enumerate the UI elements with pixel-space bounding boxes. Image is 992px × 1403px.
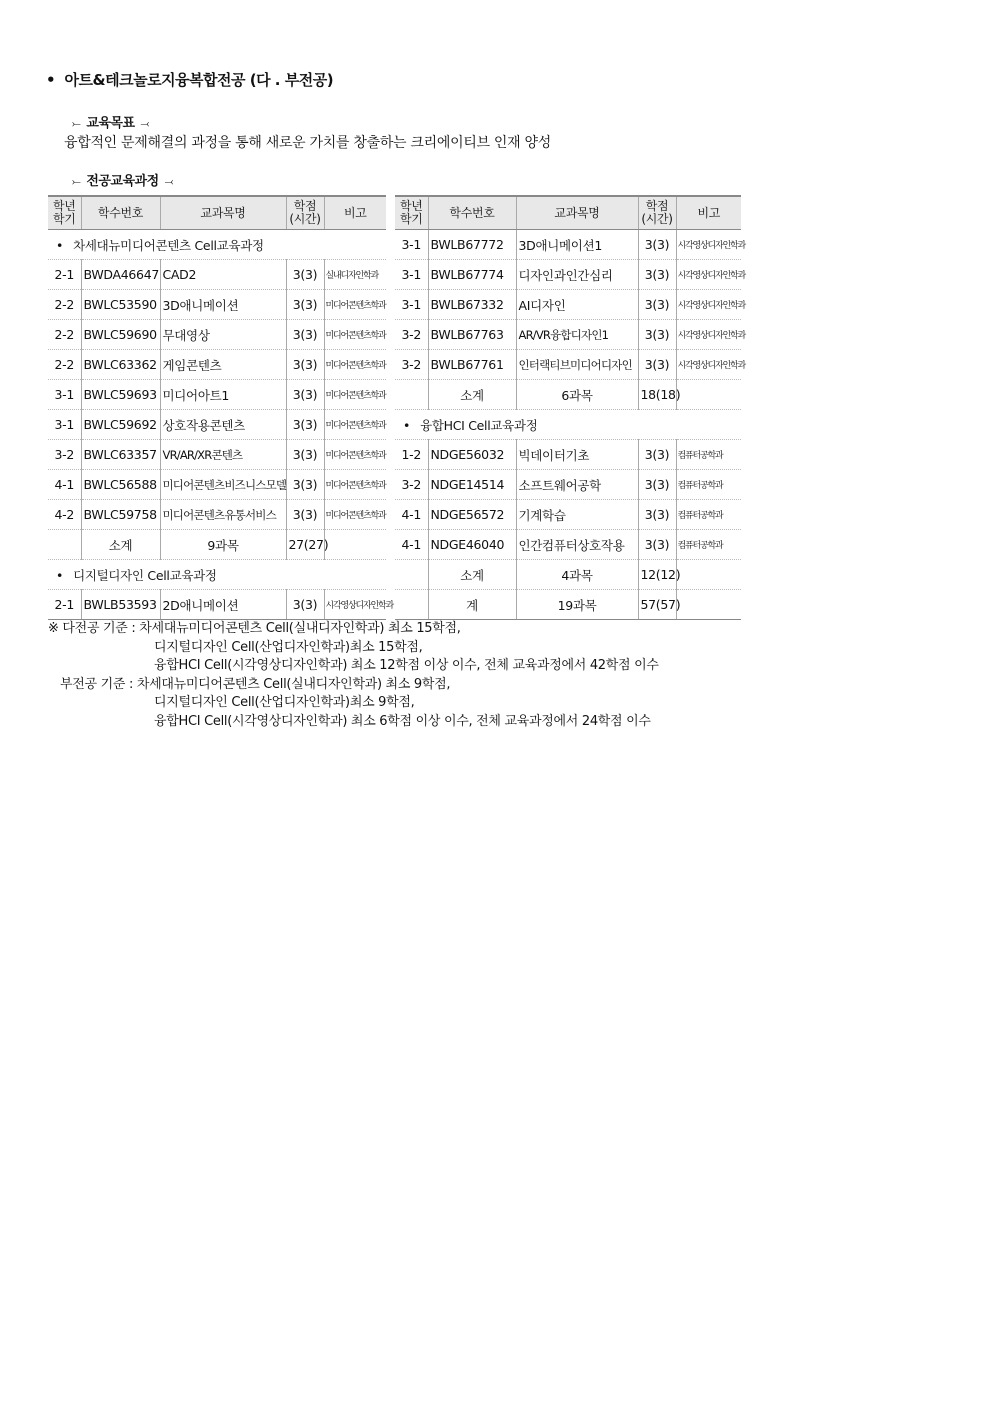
course-name-cell: 미디어콘텐츠유통서비스: [160, 500, 286, 530]
column-header: 비고: [324, 196, 386, 230]
term-cell: 3-2: [395, 320, 428, 350]
course-name-cell: VR/AR/XR콘텐츠: [160, 440, 286, 470]
course-name-cell: 디자인과인간심리: [516, 260, 638, 290]
course-row: [395, 230, 741, 260]
course-code-cell: BWLB67763: [428, 320, 516, 350]
course-name-cell: AI디자인: [516, 290, 638, 320]
course-code-cell: BWLC56588: [81, 470, 160, 500]
department-cell: 시각영상디자인학과: [676, 260, 741, 290]
group-row: [48, 560, 386, 590]
course-row: [395, 530, 741, 560]
department-cell: 미디어콘텐츠학과: [324, 440, 386, 470]
left-curriculum-table: [48, 195, 393, 620]
course-row: [48, 500, 386, 530]
term-cell: 1-2: [395, 440, 428, 470]
course-code-cell: NDGE46040: [428, 530, 516, 560]
column-header: 비고: [676, 196, 741, 230]
page-title: • 아트&테크놀로지융복합전공 (다 . 부전공): [46, 71, 334, 89]
note-line: 디지털디자인 Cell(산업디자인학과)최소 9학점,: [154, 695, 415, 710]
course-row: [395, 260, 741, 290]
credit-cell: 3(3): [638, 290, 676, 320]
course-code-cell: NDGE56032: [428, 440, 516, 470]
course-row: [48, 590, 386, 620]
department-cell: 컴퓨터공학과: [676, 440, 741, 470]
department-cell: 컴퓨터공학과: [676, 500, 741, 530]
course-row: [48, 440, 386, 470]
department-cell: 시각영상디자인학과: [676, 320, 741, 350]
department-cell: 시각영상디자인학과: [676, 290, 741, 320]
empty-cell: [676, 590, 741, 620]
credit-cell: 3(3): [638, 530, 676, 560]
department-cell: 미디어콘텐츠학과: [324, 320, 386, 350]
subtotal-count: 6과목: [516, 380, 638, 410]
group-title: • 융합HCI Cell교육과정: [395, 410, 741, 440]
empty-cell: [324, 530, 386, 560]
course-name-cell: 기계학습: [516, 500, 638, 530]
course-name-cell: 미디어콘텐츠비즈니스모델: [160, 470, 286, 500]
column-header: 학년 학기: [48, 196, 81, 230]
term-cell: 3-2: [395, 470, 428, 500]
credit-cell: 3(3): [638, 470, 676, 500]
course-row: [48, 380, 386, 410]
course-code-cell: BWLB67772: [428, 230, 516, 260]
credit-cell: 3(3): [286, 470, 324, 500]
term-cell: 3-1: [395, 260, 428, 290]
credit-cell: 3(3): [286, 500, 324, 530]
course-row: [395, 290, 741, 320]
column-header: 학수번호: [428, 196, 516, 230]
course-code-cell: NDGE14514: [428, 470, 516, 500]
department-cell: 시각영상디자인학과: [676, 350, 741, 380]
term-cell: 3-1: [395, 230, 428, 260]
credit-cell: 3(3): [638, 320, 676, 350]
course-row: [48, 260, 386, 290]
course-code-cell: BWLC59692: [81, 410, 160, 440]
group-row: [395, 410, 741, 440]
subtotal-row: [395, 380, 741, 410]
course-row: [48, 350, 386, 380]
credit-requirements: [48, 620, 659, 731]
credit-cell: 3(3): [638, 440, 676, 470]
column-header: 교과목명: [516, 196, 638, 230]
course-name-cell: 무대영상: [160, 320, 286, 350]
course-name-cell: CAD2: [160, 260, 286, 290]
course-name-cell: 미디어아트1: [160, 380, 286, 410]
department-cell: 미디어콘텐츠학과: [324, 410, 386, 440]
credit-cell: 3(3): [286, 350, 324, 380]
goal-text: 융합적인 문제해결의 과정을 통해 새로운 가치를 창출하는 크리에이티브 인재 양성: [64, 135, 551, 151]
credit-cell: 3(3): [286, 260, 324, 290]
column-header: 학년 학기: [395, 196, 428, 230]
credit-cell: 3(3): [638, 350, 676, 380]
credit-cell: 3(3): [638, 260, 676, 290]
empty-cell: [395, 590, 428, 620]
subtotal-label: 계: [428, 590, 516, 620]
note-line: 융합HCI Cell(시각영상디자인학과) 최소 6학점 이상 이수, 전체 교육과정에서 24학점 이수: [154, 713, 651, 729]
course-code-cell: BWLC53590: [81, 290, 160, 320]
course-row: [395, 470, 741, 500]
course-code-cell: BWLC59690: [81, 320, 160, 350]
term-cell: 3-1: [48, 380, 81, 410]
group-title: • 차세대뉴미디어콘텐츠 Cell교육과정: [48, 230, 386, 260]
course-code-cell: BWLC59758: [81, 500, 160, 530]
credit-cell: 3(3): [286, 290, 324, 320]
subtotal-row: [395, 560, 741, 590]
department-cell: 시각영상디자인학과: [676, 230, 741, 260]
empty-cell: [395, 380, 428, 410]
column-header: 학점 (시간): [286, 196, 324, 230]
course-code-cell: BWLB67761: [428, 350, 516, 380]
term-cell: 4-2: [48, 500, 81, 530]
subtotal-count: 9과목: [160, 530, 286, 560]
course-code-cell: BWDA46647: [81, 260, 160, 290]
department-cell: 컴퓨터공학과: [676, 470, 741, 500]
course-code-cell: BWLC63362: [81, 350, 160, 380]
subtotal-credit: 18(18): [638, 380, 676, 410]
subtotal-count: 19과목: [516, 590, 638, 620]
goal-heading: ⤚ 교육목표 ⤙: [72, 116, 149, 131]
credit-cell: 3(3): [638, 500, 676, 530]
term-cell: 3-1: [48, 410, 81, 440]
course-row: [395, 320, 741, 350]
credit-cell: 3(3): [286, 410, 324, 440]
term-cell: 4-1: [395, 500, 428, 530]
credit-cell: 3(3): [286, 380, 324, 410]
column-header: 교과목명: [160, 196, 286, 230]
subtotal-label: 소계: [81, 530, 160, 560]
credit-cell: 3(3): [286, 590, 324, 620]
course-code-cell: BWLC59693: [81, 380, 160, 410]
subtotal-row: [48, 530, 386, 560]
subtotal-credit: 27(27): [286, 530, 324, 560]
term-cell: 2-1: [48, 260, 81, 290]
note-line: 부전공 기준 : 차세대뉴미디어콘텐츠 Cell(실내디자인학과) 최소 9학점,: [60, 676, 451, 692]
course-row: [395, 440, 741, 470]
department-cell: 미디어콘텐츠학과: [324, 290, 386, 320]
course-name-cell: 2D애니메이션: [160, 590, 286, 620]
course-name-cell: 인간컴퓨터상호작용: [516, 530, 638, 560]
course-row: [48, 290, 386, 320]
course-name-cell: 3D애니메이션1: [516, 230, 638, 260]
credit-cell: 3(3): [286, 440, 324, 470]
course-name-cell: 3D애니메이션: [160, 290, 286, 320]
course-code-cell: BWLB53593: [81, 590, 160, 620]
note-line: ※ 다전공 기준 : 차세대뉴미디어콘텐츠 Cell(실내디자인학과) 최소 15학점,: [48, 621, 461, 636]
term-cell: 3-2: [48, 440, 81, 470]
department-cell: 미디어콘텐츠학과: [324, 350, 386, 380]
term-cell: 3-2: [395, 350, 428, 380]
term-cell: 4-1: [48, 470, 81, 500]
group-row: [48, 230, 386, 260]
subtotal-credit: 12(12): [638, 560, 676, 590]
term-cell: 2-2: [48, 320, 81, 350]
course-row: [48, 410, 386, 440]
note-line: 디지털디자인 Cell(산업디자인학과)최소 15학점,: [154, 639, 423, 655]
course-name-cell: AR/VR융합디자인1: [516, 320, 638, 350]
empty-cell: [676, 380, 741, 410]
empty-cell: [48, 530, 81, 560]
right-curriculum-table: [395, 195, 745, 620]
empty-cell: [676, 560, 741, 590]
course-name-cell: 상호작용콘텐츠: [160, 410, 286, 440]
term-cell: 2-1: [48, 590, 81, 620]
course-code-cell: NDGE56572: [428, 500, 516, 530]
term-cell: 2-2: [48, 350, 81, 380]
subtotal-label: 소계: [428, 560, 516, 590]
course-row: [395, 350, 741, 380]
subtotal-credit: 57(57): [638, 590, 676, 620]
table-header: [48, 196, 386, 230]
department-cell: 실내디자인학과: [324, 260, 386, 290]
subtotal-row: [395, 590, 741, 620]
course-name-cell: 빅데이터기초: [516, 440, 638, 470]
term-cell: 2-2: [48, 290, 81, 320]
note-line: 융합HCI Cell(시각영상디자인학과) 최소 12학점 이상 이수, 전체 교육과정에서 42학점 이수: [154, 658, 659, 673]
course-name-cell: 게임콘텐츠: [160, 350, 286, 380]
table-header: [395, 196, 741, 230]
course-code-cell: BWLC63357: [81, 440, 160, 470]
group-title: • 디지털디자인 Cell교육과정: [48, 560, 386, 590]
course-row: [395, 500, 741, 530]
course-row: [48, 320, 386, 350]
department-cell: 컴퓨터공학과: [676, 530, 741, 560]
course-code-cell: BWLB67332: [428, 290, 516, 320]
department-cell: 미디어콘텐츠학과: [324, 470, 386, 500]
column-header: 학수번호: [81, 196, 160, 230]
column-header: 학점 (시간): [638, 196, 676, 230]
subtotal-label: 소계: [428, 380, 516, 410]
department-cell: 시각영상디자인학과: [324, 590, 386, 620]
course-name-cell: 소프트웨어공학: [516, 470, 638, 500]
curriculum-heading: ⤚ 전공교육과정 ⤙: [72, 174, 173, 189]
subtotal-count: 4과목: [516, 560, 638, 590]
course-row: [48, 470, 386, 500]
credit-cell: 3(3): [638, 230, 676, 260]
course-code-cell: BWLB67774: [428, 260, 516, 290]
term-cell: 3-1: [395, 290, 428, 320]
department-cell: 미디어콘텐츠학과: [324, 380, 386, 410]
term-cell: 4-1: [395, 530, 428, 560]
credit-cell: 3(3): [286, 320, 324, 350]
department-cell: 미디어콘텐츠학과: [324, 500, 386, 530]
empty-cell: [395, 560, 428, 590]
course-name-cell: 인터랙티브미디어디자인: [516, 350, 638, 380]
